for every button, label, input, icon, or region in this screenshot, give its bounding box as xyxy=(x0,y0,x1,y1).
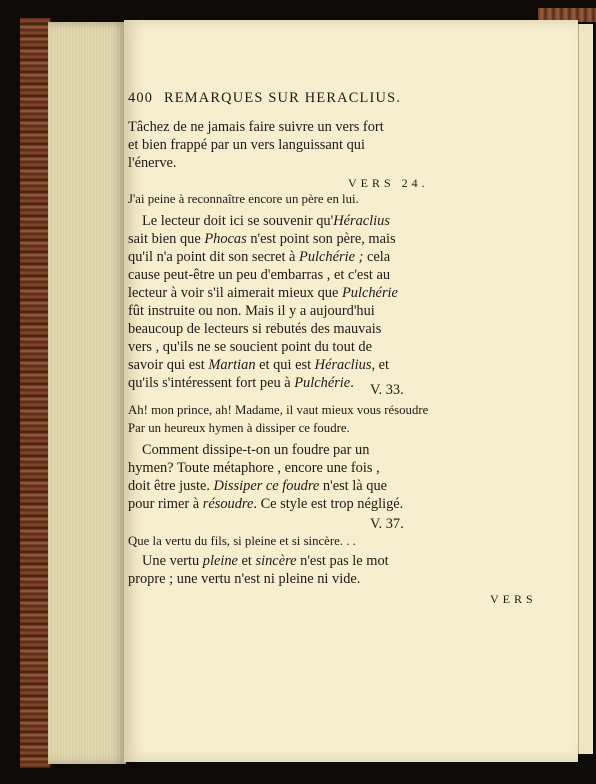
section-heading: V. 37. xyxy=(370,516,404,532)
text-run: et xyxy=(237,553,256,569)
verse-line: J'ai peine à reconnaître encore un père en lui. xyxy=(128,192,359,206)
italic-text: Dissiper ce foudre xyxy=(213,478,320,494)
intro-line: Tâchez de ne jamais faire suivre un vers fort xyxy=(128,119,384,135)
italic-text: Pulchérie ; xyxy=(299,249,364,265)
text-run: . xyxy=(350,375,354,391)
text-run: savoir qui est xyxy=(128,357,209,373)
paragraph-line xyxy=(142,213,572,230)
text-run: . Ce style est trop négligé. xyxy=(253,496,404,512)
text-run: Une vertu xyxy=(142,553,203,569)
paragraph-line xyxy=(128,267,572,284)
paragraph-line xyxy=(128,496,572,513)
italic-text: pleine xyxy=(202,553,238,569)
paragraph-line xyxy=(128,339,572,356)
italic-text: Héraclius xyxy=(314,357,372,373)
italic-text: Pulchérie xyxy=(341,285,398,301)
text-run: Le lecteur doit ici se souvenir qu' xyxy=(142,213,334,229)
text-run: et qui est xyxy=(255,357,315,373)
text-run: cause peut-être un peu d'embarras , et c'est au xyxy=(128,267,391,283)
text-run: propre ; une vertu n'est ni pleine ni vide. xyxy=(128,571,361,587)
text-run: beaucoup de lecteurs si rebutés des mauvais xyxy=(128,321,382,337)
catchword: VERS xyxy=(490,592,537,606)
text-run: vers , qu'ils ne se soucient point du tout de xyxy=(128,339,373,355)
running-title: REMARQUES SUR HERACLIUS. xyxy=(164,90,402,106)
paragraph-line xyxy=(128,478,572,495)
text-run: qu'il n'a point dit son secret à xyxy=(128,249,300,265)
paragraph-line xyxy=(142,442,572,459)
italic-text: Martian xyxy=(208,357,256,373)
section-heading: VERS 24. xyxy=(348,176,429,190)
verse-line: Par un heureux hymen à dissiper ce foudre. xyxy=(128,421,350,435)
italic-text: Héraclius xyxy=(333,213,390,229)
page-number: 400 xyxy=(128,90,154,106)
italic-text: Pulchérie xyxy=(294,375,351,391)
running-header xyxy=(128,90,572,107)
intro-line: et bien frappé par un vers languissant qui xyxy=(128,137,365,153)
text-run: lecteur à voir s'il aimerait mieux que xyxy=(128,285,342,301)
paragraph-line xyxy=(128,285,572,302)
text-run: cela xyxy=(363,249,391,265)
page-edges xyxy=(48,22,126,764)
facing-page-edge xyxy=(578,24,593,754)
paragraph-line xyxy=(128,460,572,477)
text-run: sait bien que xyxy=(128,231,205,247)
text-run: , et xyxy=(371,357,390,373)
verse-line: Que la vertu du fils, si pleine et si sincère. . . xyxy=(128,534,356,548)
paragraph-line xyxy=(128,321,572,338)
paragraph-line xyxy=(128,357,572,374)
italic-text: résoudre xyxy=(202,496,254,512)
text-run: n'est pas le mot xyxy=(296,553,389,569)
paragraph-line xyxy=(128,249,572,266)
paragraph-line xyxy=(128,231,572,248)
text-run: qu'ils s'intéressent fort peu à xyxy=(128,375,295,391)
text-run: Comment dissipe-t-on un foudre par un xyxy=(142,442,370,458)
italic-text: sincère xyxy=(255,553,297,569)
text-run: hymen? Toute métaphore , encore une fois , xyxy=(128,460,380,476)
section-heading: V. 33. xyxy=(370,382,404,398)
text-run: fût instruite ou non. Mais il y a aujourd'hui xyxy=(128,303,375,319)
paragraph-line xyxy=(142,553,572,570)
text-run: pour rimer à xyxy=(128,496,203,512)
text-run: n'est point son père, mais xyxy=(246,231,396,247)
text-run: n'est là que xyxy=(319,478,388,494)
verse-line: Ah! mon prince, ah! Madame, il vaut mieux vous résoudre xyxy=(128,403,429,417)
paragraph-line xyxy=(128,571,572,588)
intro-line: l'énerve. xyxy=(128,155,177,171)
italic-text: Phocas xyxy=(204,231,247,247)
text-run: doit être juste. xyxy=(128,478,214,494)
paragraph-line xyxy=(128,303,572,320)
